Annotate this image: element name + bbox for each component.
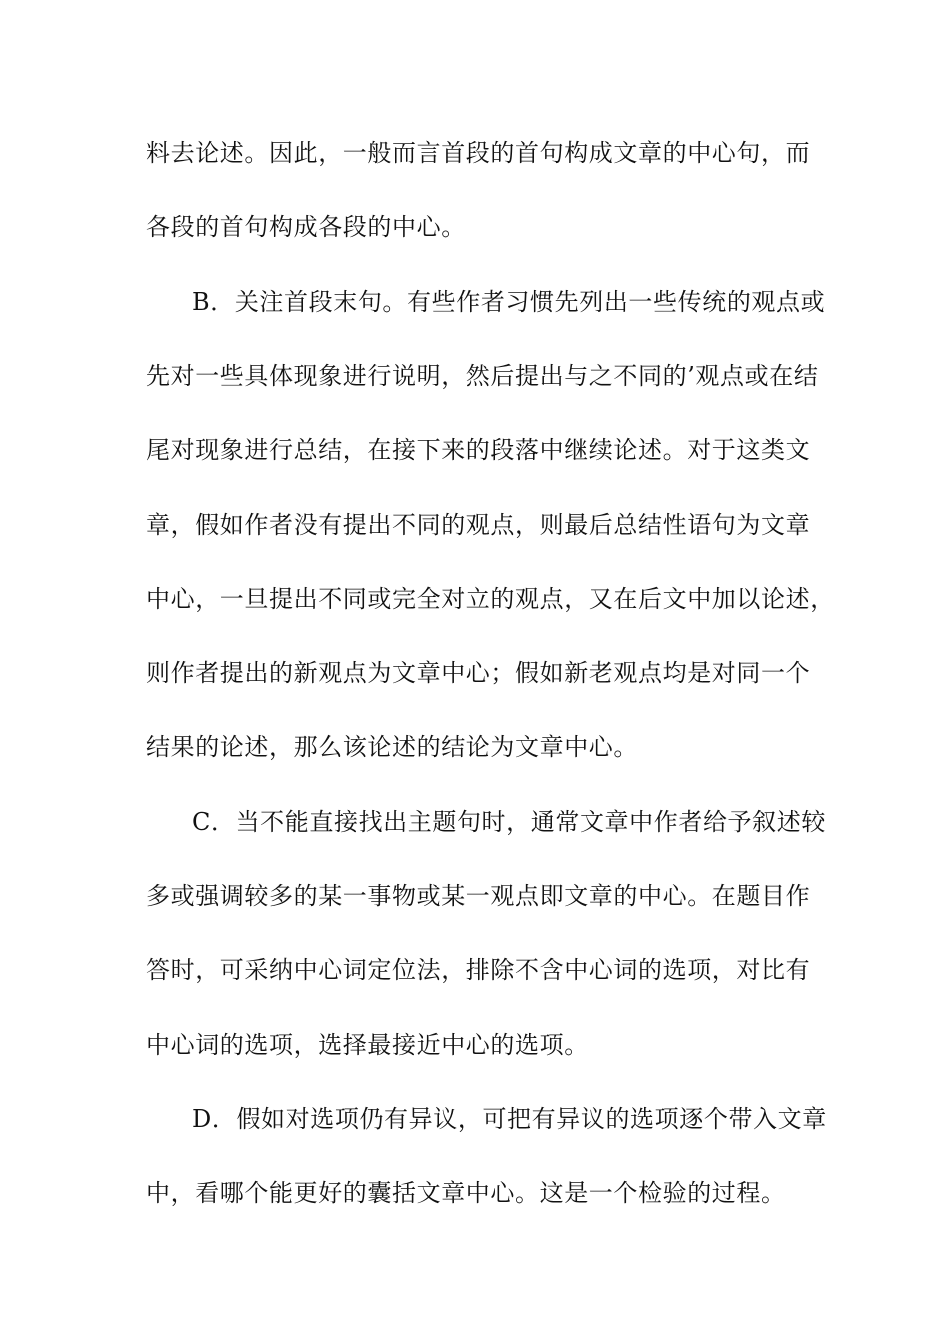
text-line: 多或强调较多的某一事物或某一观点即文章的中心。在题目作: [146, 882, 811, 910]
text-line: 中心，一旦提出不同或完全对立的观点，又在后文中加以论述，: [146, 585, 835, 613]
text-line: 结果的论述，那么该论述的结论为文章中心。: [146, 733, 638, 761]
text-line: D．假如对选项仍有异议，可把有异议的选项逐个带入文章: [192, 1105, 827, 1133]
text-line: 各段的首句构成各段的中心。: [146, 213, 466, 241]
text-line: 先对一些具体现象进行说明，然后提出与之不同的’观点或在结: [146, 362, 819, 390]
text-line: 中心词的选项，选择最接近中心的选项。: [146, 1031, 589, 1059]
text-line: 料去论述。因此，一般而言首段的首句构成文章的中心句，而: [146, 139, 811, 167]
text-line: 章，假如作者没有提出不同的观点，则最后总结性语句为文章: [146, 511, 811, 539]
text-line: 中，看哪个能更好的囊括文章中心。这是一个检验的过程。: [146, 1179, 786, 1207]
text-line: C．当不能直接找出主题句时，通常文章中作者给予叙述较: [192, 808, 826, 836]
text-line: B．关注首段末句。有些作者习惯先列出一些传统的观点或: [192, 288, 826, 316]
text-line: 尾对现象进行总结，在接下来的段落中继续论述。对于这类文: [146, 436, 811, 464]
text-line: 则作者提出的新观点为文章中心；假如新老观点均是对同一个: [146, 659, 811, 687]
text-line: 答时，可采纳中心词定位法，排除不含中心词的选项，对比有: [146, 956, 811, 984]
